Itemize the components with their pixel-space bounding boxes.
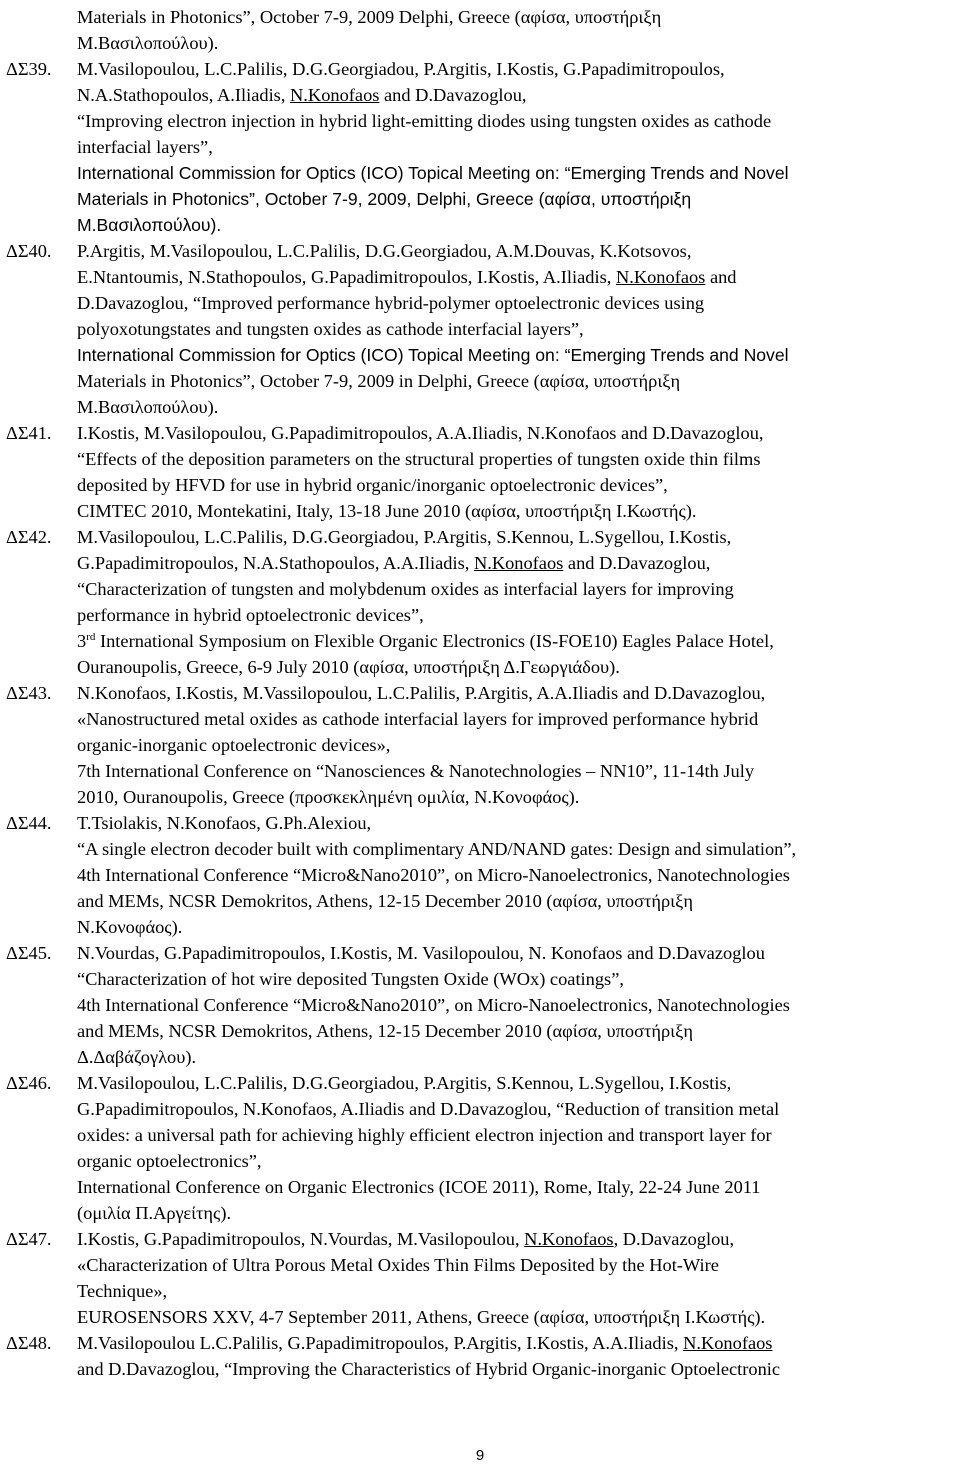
reference-entry [0,238,960,420]
reference-line [77,1044,938,1070]
reference-entry [0,4,960,56]
text-segment: EUROSENSORS XXV, 4-7 September 2011, Athens, Greece (αφίσα, υποστήριξη Ι.Κωστής). [77,1307,766,1327]
reference-number: ΔΣ43. [6,683,52,703]
reference-line [77,420,938,446]
text-segment: «Nanostructured metal oxides as cathode interfacial layers for improved performance hybrid [77,709,759,729]
reference-entry [0,940,960,1070]
reference-line [77,160,938,186]
reference-line [77,654,938,680]
text-segment: interfacial layers”, [77,137,213,157]
reference-line [77,1122,938,1148]
reference-entry [0,420,960,524]
text-segment: Μ.Βασιλοπούλου). [77,33,219,53]
text-segment: performance in hybrid optoelectronic devices”, [77,605,424,625]
reference-line [77,4,938,30]
reference-number: ΔΣ41. [6,423,52,443]
reference-line [77,524,938,550]
reference-line [77,1278,938,1304]
text-segment: “Characterization of tungsten and molybdenum oxides as interfacial layers for improving [77,579,734,599]
reference-line [77,550,938,576]
reference-line [77,966,938,992]
reference-line [77,1226,938,1252]
reference-entry [0,1070,960,1226]
text-segment: Μ.Βασιλοπούλου). [77,215,222,235]
reference-number: ΔΣ48. [6,1333,52,1353]
reference-line [77,446,938,472]
reference-line [77,316,938,342]
underlined-author: N.Konofaos [524,1229,614,1249]
reference-entry [0,56,960,238]
text-segment: CIMTEC 2010, Montekatini, Italy, 13-18 June 2010 (αφίσα, υποστήριξη Ι.Κωστής). [77,501,697,521]
text-segment: Materials in Photonics”, October 7-9, 2009, Delphi, Greece (αφίσα, υποστήριξη [77,189,692,209]
underlined-author: N.Konofaos [290,85,380,105]
text-segment: M.Vasilopoulou, L.C.Palilis, D.G.Georgiadou, P.Argitis, S.Kennou, L.Sygellou, I.Kostis, [77,527,732,547]
reference-entry [0,810,960,940]
reference-line [77,940,938,966]
reference-line [77,680,938,706]
reference-number: ΔΣ40. [6,241,52,261]
text-segment: oxides: a universal path for achieving highly efficient electron injection and transport layer for [77,1125,772,1145]
text-segment: and D.Davazoglou, [379,85,527,105]
text-segment: Ν.Κονοφάος). [77,917,183,937]
underlined-author: N.Konofaos [615,267,706,287]
text-segment: E.Ntantoumis, N.Stathopoulos, G.Papadimitropoulos, I.Kostis, A.Iliadis, [77,267,616,287]
text-segment: and D.Davazoglou, “Improving the Characteristics of Hybrid Organic-inorganic Optoelectronic [77,1359,781,1379]
text-segment: G.Papadimitropoulos, N.Konofaos, A.Iliadis and D.Davazoglou, “Reduction of transition metal [77,1099,780,1119]
text-segment: “Characterization of hot wire deposited Tungsten Oxide (WOx) coatings”, [77,969,624,989]
text-segment: N.Vourdas, G.Papadimitropoulos, I.Kostis, M. Vasilopoulou, N. Konofaos and D.Davazoglou [77,943,765,963]
text-segment: deposited by HFVD for use in hybrid organic/inorganic optoelectronic devices”, [77,475,668,495]
text-segment: Μ.Βασιλοπούλου). [77,397,219,417]
reference-line [77,1356,938,1382]
text-segment: Δ.Δαβάζογλου). [77,1047,197,1067]
text-segment: 3 [77,631,87,651]
reference-line [77,108,938,134]
reference-entry [0,680,960,810]
text-segment: and MEMs, NCSR Demokritos, Athens, 12-15 December 2010 (αφίσα, υποστήριξη [77,891,693,911]
reference-line [77,264,938,290]
text-segment: International Symposium on Flexible Organic Electronics (IS-FOE10) Eagles Palace Hotel, [95,631,774,651]
reference-line [77,628,938,654]
text-segment: 4th International Conference “Micro&Nano2010”, on Micro-Nanoelectronics, Nanotechnologies [77,865,790,885]
text-segment: and [705,267,737,287]
reference-line [77,706,938,732]
page-number: 9 [475,1447,485,1464]
reference-number: ΔΣ39. [6,59,52,79]
reference-line [77,1200,938,1226]
text-segment: «Characterization of Ultra Porous Metal Oxides Thin Films Deposited by the Hot-Wire [77,1255,719,1275]
reference-line [77,914,938,940]
text-segment: I.Kostis, G.Papadimitropoulos, N.Vourdas, M.Vasilopoulou, [77,1229,525,1249]
reference-line [77,992,938,1018]
text-segment: I.Kostis, M.Vasilopoulou, G.Papadimitropoulos, A.A.Iliadis, N.Konofaos and D.Davazoglou, [77,423,764,443]
reference-number: ΔΣ42. [6,527,52,547]
reference-line [77,290,938,316]
reference-entry [0,524,960,680]
reference-line [77,1070,938,1096]
text-segment: 2010, Ouranoupolis, Greece (προσκεκλημένη ομιλία, Ν.Κονοφάος). [77,787,580,807]
text-segment: T.Tsiolakis, N.Konofaos, G.Ph.Alexiou, [77,813,372,833]
reference-line [77,602,938,628]
text-segment: International Commission for Optics (ICO) Topical Meeting on: “Emerging Trends and Novel [77,163,789,183]
text-segment: M.Vasilopoulou L.C.Palilis, G.Papadimitropoulos, P.Argitis, I.Kostis, A.A.Iliadis, [77,1333,684,1353]
reference-entry [0,1226,960,1330]
reference-line [77,1096,938,1122]
reference-line [77,732,938,758]
reference-line [77,212,938,238]
text-segment: M.Vasilopoulou, L.C.Palilis, D.G.Georgiadou, P.Argitis, I.Kostis, G.Papadimitropoulos, [77,59,725,79]
reference-number: ΔΣ44. [6,813,52,833]
reference-line [77,30,938,56]
reference-line [77,238,938,264]
text-segment: Ouranoupolis, Greece, 6-9 July 2010 (αφίσα, υποστήριξη Δ.Γεωργιάδου). [77,657,620,677]
reference-line [77,1174,938,1200]
text-segment: N.A.Stathopoulos, A.Iliadis, [77,85,291,105]
reference-entry [0,1330,960,1382]
reference-line [77,576,938,602]
underlined-author: N.Konofaos [473,553,564,573]
text-segment: Technique», [77,1281,168,1301]
reference-number: ΔΣ46. [6,1073,52,1093]
text-segment: and D.Davazoglou, [563,553,711,573]
reference-line [77,498,938,524]
text-segment: International Commission for Optics (ICO) Topical Meeting on: “Emerging Trends and Novel [77,345,789,365]
reference-line [77,134,938,160]
text-segment: M.Vasilopoulou, L.C.Palilis, D.G.Georgiadou, P.Argitis, S.Kennou, L.Sygellou, I.Kostis, [77,1073,732,1093]
reference-line [77,1148,938,1174]
text-segment: P.Argitis, M.Vasilopoulou, L.C.Palilis, D.G.Georgiadou, A.M.Douvas, K.Kotsovos, [77,241,692,261]
reference-line [77,888,938,914]
reference-line [77,82,938,108]
text-segment: “A single electron decoder built with complimentary AND/NAND gates: Design and simulation”, [77,839,797,859]
text-segment: organic optoelectronics”, [77,1151,262,1171]
reference-line [77,836,938,862]
reference-line [77,1252,938,1278]
text-segment: polyoxotungstates and tungsten oxides as cathode interfacial layers”, [77,319,584,339]
reference-line [77,394,938,420]
text-segment: Materials in Photonics”, October 7-9, 2009 in Delphi, Greece (αφίσα, υποστήριξη [77,371,681,391]
reference-line [77,1018,938,1044]
text-segment: and MEMs, NCSR Demokritos, Athens, 12-15 December 2010 (αφίσα, υποστήριξη [77,1021,693,1041]
reference-line [77,810,938,836]
text-segment: Materials in Photonics”, October 7-9, 2009 Delphi, Greece (αφίσα, υποστήριξη [77,7,662,27]
reference-line [77,1304,938,1330]
reference-number: ΔΣ47. [6,1229,52,1249]
text-segment: “Effects of the deposition parameters on the structural properties of tungsten oxide thin films [77,449,761,469]
reference-line [77,784,938,810]
reference-line [77,1330,938,1356]
text-segment: “Improving electron injection in hybrid light-emitting diodes using tungsten oxides as cathode [77,111,772,131]
text-segment: International Conference on Organic Electronics (ICOE 2011), Rome, Italy, 22-24 June 2011 [77,1177,761,1197]
reference-line [77,472,938,498]
reference-line [77,368,938,394]
text-segment: 4th International Conference “Micro&Nano2010”, on Micro-Nanoelectronics, Nanotechnologies [77,995,790,1015]
reference-line [77,342,938,368]
reference-line [77,758,938,784]
reference-line [77,56,938,82]
text-segment: , D.Davazoglou, [613,1229,735,1249]
text-segment: organic-inorganic optoelectronic devices», [77,735,391,755]
text-segment: G.Papadimitropoulos, N.A.Stathopoulos, A.A.Iliadis, [77,553,474,573]
underlined-author: N.Konofaos [683,1333,773,1353]
text-segment: 7th International Conference on “Nanosciences & Nanotechnologies – NN10”, 11-14th July [77,761,755,781]
text-segment: D.Davazoglou, “Improved performance hybrid-polymer optoelectronic devices using [77,293,705,313]
reference-line [77,186,938,212]
text-segment: N.Konofaos, I.Kostis, M.Vassilopoulou, L.C.Palilis, P.Argitis, A.A.Iliadis and D.Davazoglou, [77,683,766,703]
reference-line [77,862,938,888]
reference-number: ΔΣ45. [6,943,52,963]
text-segment: (ομιλία Π.Αργείτης). [77,1203,232,1223]
ordinal-suffix: rd [86,630,96,643]
